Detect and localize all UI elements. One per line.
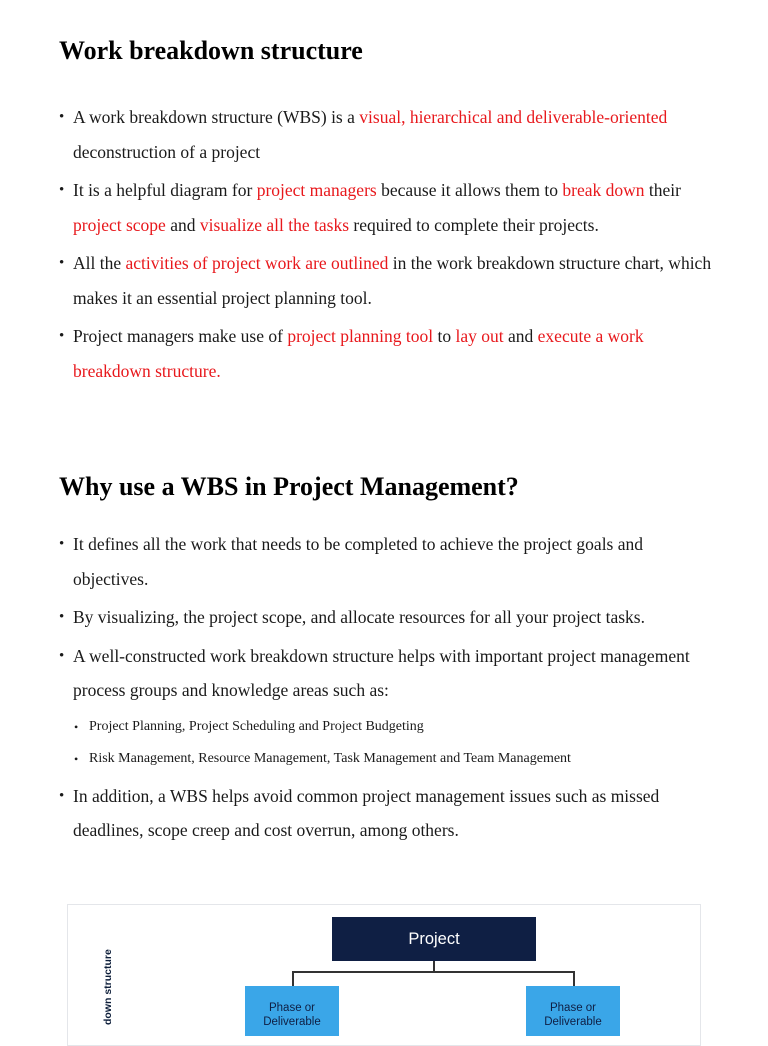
highlighted-text: visual, hierarchical and deliverable-oriented: [359, 107, 668, 127]
wbs-definition-list: [59, 100, 719, 392]
bullet-item: [59, 527, 719, 596]
bullet-text: their: [644, 180, 681, 200]
connector-right: [573, 971, 575, 986]
bullet-text: By visualizing, the project scope, and allocate resources for all your project tasks.: [73, 607, 645, 627]
bullet-text: because it allows them to: [376, 180, 563, 200]
bullet-text: required to complete their projects.: [349, 214, 599, 235]
connector-left: [292, 971, 294, 986]
bullet-text: It is a helpful diagram for: [73, 180, 257, 200]
highlighted-text: lay out: [455, 326, 504, 346]
bullet-text: deconstruction of a project: [73, 141, 261, 162]
bullet-text: A well-constructed work breakdown structure helps with important project management process groups and knowledge areas such as:: [73, 645, 690, 700]
highlighted-text: visualize all the tasks: [199, 214, 350, 235]
bullet-item: [59, 173, 719, 242]
bullet-text: In addition, a WBS helps avoid common project management issues such as missed deadlines, scope creep and cost overrun, among others.: [73, 785, 660, 840]
phase-node-left: Phase or Deliverable: [245, 986, 339, 1036]
highlighted-text: activities of project work are outlined: [125, 253, 389, 273]
highlighted-text: execute a work breakdown structure.: [73, 326, 644, 381]
bullet-item: [59, 779, 719, 848]
highlighted-text: project managers: [256, 180, 377, 200]
bullet-text: and: [503, 326, 538, 346]
diagram-side-label: down structure: [102, 949, 114, 1025]
bullet-item: [59, 639, 719, 775]
sub-bullet-item: • Project Planning, Project Scheduling and Project Budgeting: [73, 711, 719, 743]
bullet-item: [59, 100, 719, 169]
bullet-item: [59, 600, 719, 635]
why-use-wbs-list: [59, 527, 719, 852]
highlighted-text: break down: [562, 180, 645, 200]
bullet-text: to: [433, 326, 456, 346]
connector-vertical: [433, 961, 435, 971]
wbs-diagram-image: [67, 904, 701, 1046]
bullet-text: It defines all the work that needs to be completed to achieve the project goals and objectives.: [73, 534, 644, 589]
connector-horizontal: [292, 971, 575, 973]
phase-node-right: Phase or Deliverable: [526, 986, 620, 1036]
bullet-text: All the: [73, 253, 126, 273]
highlighted-text: project scope: [73, 214, 166, 235]
bullet-item: [59, 246, 719, 315]
bullet-text: and: [165, 214, 200, 235]
sub-bullet-list: [73, 711, 719, 775]
highlighted-text: project planning tool: [287, 326, 434, 346]
project-node: Project: [332, 917, 536, 961]
bullet-text: in the work breakdown structure chart, which makes it an essential project planning tool.: [73, 253, 712, 308]
bullet-text: Project managers make use of: [73, 326, 288, 346]
bullet-item: [59, 319, 719, 388]
heading-why-use-wbs: Why use a WBS in Project Management?: [59, 472, 519, 501]
bullet-text: A work breakdown structure (WBS) is a: [73, 107, 360, 127]
sub-bullet-item: • Risk Management, Resource Management, Task Management and Team Management: [73, 743, 719, 775]
heading-work-breakdown-structure: Work breakdown structure: [59, 36, 363, 65]
